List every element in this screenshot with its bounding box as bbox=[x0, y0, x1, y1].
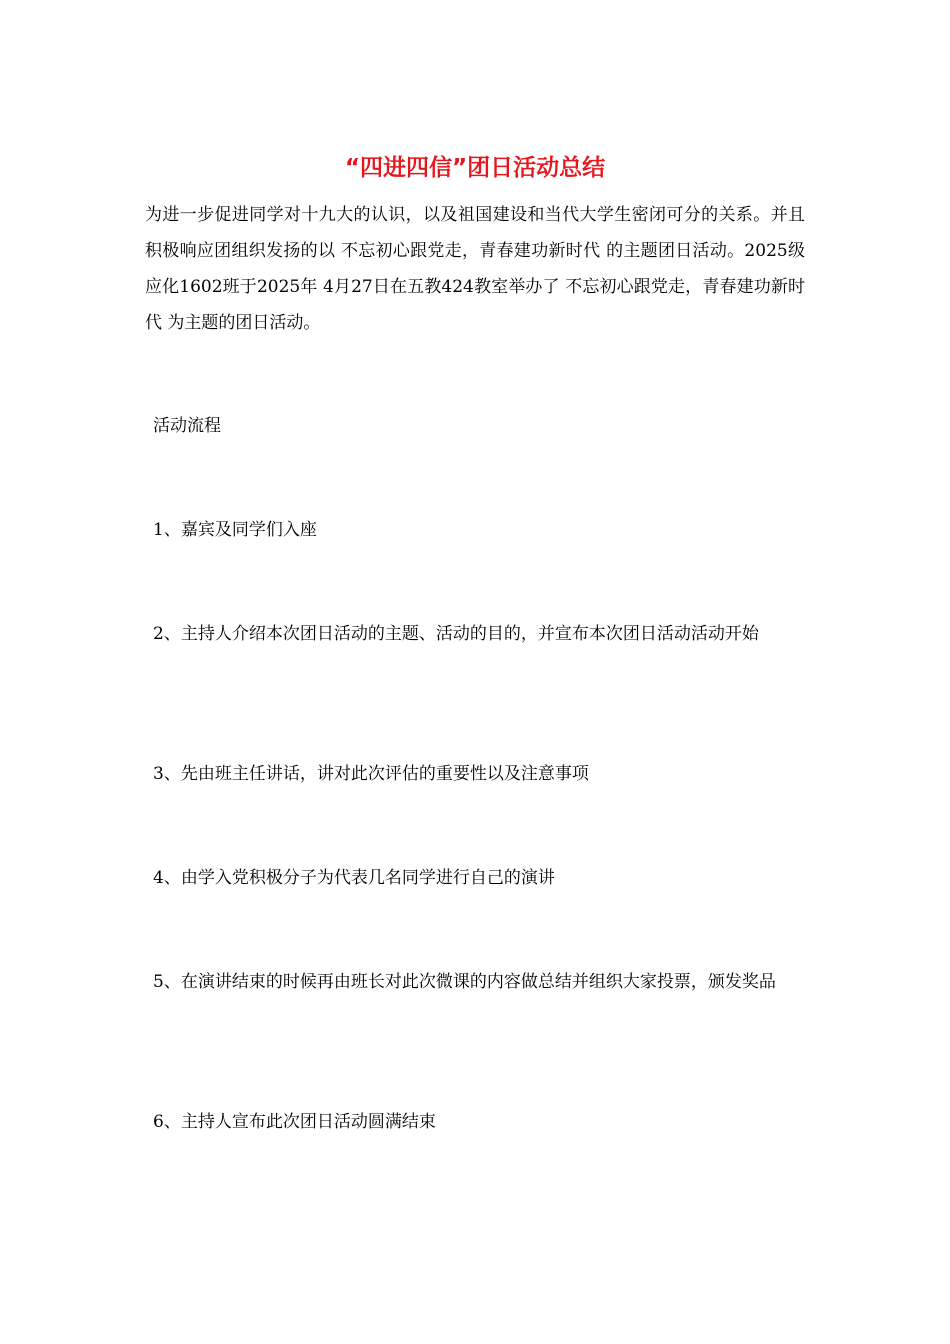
step-item-2: 2、主持人介绍本次团日活动的主题、活动的目的，并宣布本次团日活动活动开始 bbox=[153, 624, 759, 644]
section-heading: 活动流程 bbox=[153, 416, 221, 436]
step-item-1: 1、嘉宾及同学们入座 bbox=[153, 520, 317, 540]
step-item-6: 6、主持人宣布此次团日活动圆满结束 bbox=[153, 1112, 436, 1132]
step-item-5: 5、在演讲结束的时候再由班长对此次微课的内容做总结并组织大家投票，颁发奖品 bbox=[153, 972, 776, 992]
step-item-4: 4、由学入党积极分子为代表几名同学进行自己的演讲 bbox=[153, 868, 555, 888]
intro-paragraph: 为进一步促进同学对十九大的认识，以及祖国建设和当代大学生密闭可分的关系。并且积极响应团组织发扬的以 不忘初心跟党走，青春建功新时代 的主题团日活动。2025级应化1602班于2025年 4月27日在五教424教室举办了 不忘初心跟党走，青春建功新时代 为主题的团日活动。 bbox=[145, 205, 805, 333]
document-title: “四进四信”团日活动总结 bbox=[344, 155, 606, 181]
step-item-3: 3、先由班主任讲话，讲对此次评估的重要性以及注意事项 bbox=[153, 764, 589, 784]
